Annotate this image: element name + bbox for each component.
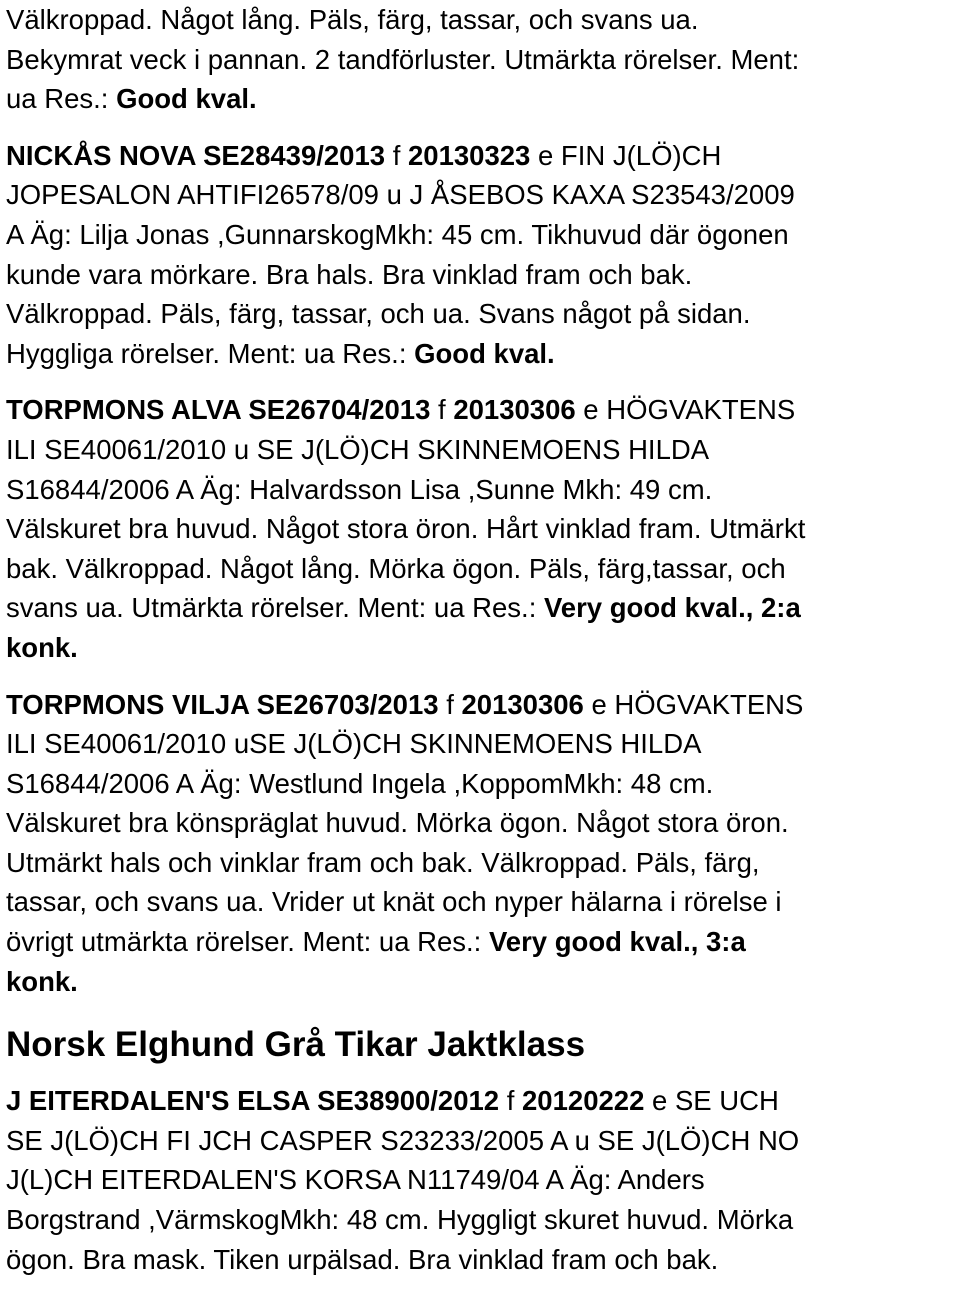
entry-line xyxy=(6,1081,956,1121)
entry-text-bold: 20130306 xyxy=(453,394,576,426)
dog-entry xyxy=(6,0,956,119)
entry-text-bold: Very good kval., 2:a xyxy=(543,592,801,624)
entry-line xyxy=(6,843,956,883)
entry-line xyxy=(6,215,956,255)
entry-text: svans ua. Utmärkta rörelser. Ment: ua Res.: xyxy=(6,592,544,624)
entry-line xyxy=(6,79,956,119)
entry-line xyxy=(6,962,956,1002)
entry-text: S16844/2006 A Äg: Halvardsson Lisa ,Sunne Mkh: 49 cm. xyxy=(6,473,713,505)
entry-text: Välskuret bra könspräglat huvud. Mörka ögon. Något stora öron. xyxy=(6,807,789,839)
entries-list xyxy=(6,0,956,1001)
entry-line xyxy=(6,588,956,628)
entry-text: S16844/2006 A Äg: Westlund Ingela ,KoppomMkh: 48 cm. xyxy=(6,767,714,799)
entry-text: f xyxy=(430,394,454,426)
section-entries-list xyxy=(6,1081,956,1279)
entry-text: Utmärkt hals och vinklar fram och bak. Välkroppad. Päls, färg, xyxy=(6,846,760,878)
entry-line xyxy=(6,922,956,962)
entry-text: A Äg: Lilja Jonas ,GunnarskogMkh: 45 cm. Tikhuvud där ögonen xyxy=(6,218,789,250)
entry-text: SE J(LÖ)CH FI JCH CASPER S23233/2005 A u SE J(LÖ)CH NO xyxy=(6,1124,800,1156)
dog-entry xyxy=(6,1081,956,1279)
dog-entry xyxy=(6,390,956,667)
entry-text-bold: Very good kval., 3:a xyxy=(488,926,746,958)
entry-line xyxy=(6,628,956,668)
entry-text: Välkroppad. Päls, färg, tassar, och ua. Svans något på sidan. xyxy=(6,298,751,330)
entry-text: e FIN J(LÖ)CH xyxy=(530,139,722,171)
entry-line xyxy=(6,1160,956,1200)
document-page xyxy=(6,0,956,1279)
entry-text: J(L)CH EITERDALEN'S KORSA N11749/04 A Äg: Anders xyxy=(6,1164,705,1196)
entry-line xyxy=(6,1121,956,1161)
entry-text: ILI SE40061/2010 u SE J(LÖ)CH SKINNEMOENS HILDA xyxy=(6,433,710,465)
entry-line xyxy=(6,1240,956,1280)
entry-line xyxy=(6,294,956,334)
entry-text-bold: 20130306 xyxy=(461,688,584,720)
entry-line xyxy=(6,549,956,589)
dog-entry xyxy=(6,685,956,1002)
entry-text: e HÖGVAKTENS xyxy=(575,394,796,426)
entry-line xyxy=(6,1200,956,1240)
entry-text: tassar, och svans ua. Vrider ut knät och nyper hälarna i rörelse i xyxy=(6,886,782,918)
entry-text-bold: TORPMONS ALVA SE26704/2013 xyxy=(6,394,431,426)
entry-line xyxy=(6,136,956,176)
entry-line xyxy=(6,882,956,922)
entry-text: Hyggliga rörelser. Ment: ua Res.: xyxy=(6,337,415,369)
entry-text-bold: konk. xyxy=(6,965,78,997)
entry-text: f xyxy=(385,139,408,171)
entry-line xyxy=(6,724,956,764)
entry-text: Välkroppad. Något lång. Päls, färg, tassar, och svans ua. xyxy=(6,4,699,35)
entry-text: ögon. Bra mask. Tiken urpälsad. Bra vinklad fram och bak. xyxy=(6,1243,719,1275)
dog-entry xyxy=(6,136,956,374)
entry-text: JOPESALON AHTIFI26578/09 u J ÅSEBOS KAXA S23543/2009 xyxy=(6,179,795,211)
entry-line xyxy=(6,685,956,725)
entry-text-bold: Good kval. xyxy=(116,83,257,115)
entry-line xyxy=(6,764,956,804)
entry-text-bold: konk. xyxy=(6,631,78,663)
entry-text-bold: NICKÅS NOVA SE28439/2013 xyxy=(6,139,386,171)
entry-line xyxy=(6,334,956,374)
entry-text: Borgstrand ,VärmskogMkh: 48 cm. Hyggligt skuret huvud. Mörka xyxy=(6,1204,794,1236)
entry-line xyxy=(6,40,956,80)
entry-text-bold: J EITERDALEN'S ELSA SE38900/2012 xyxy=(6,1085,500,1117)
entry-text: f xyxy=(438,688,462,720)
entry-text: bak. Välkroppad. Något lång. Mörka ögon. Päls, färg,tassar, och xyxy=(6,552,786,584)
entry-text-bold: TORPMONS VILJA SE26703/2013 xyxy=(6,688,439,720)
entry-line xyxy=(6,175,956,215)
entry-line xyxy=(6,470,956,510)
entry-text: ILI SE40061/2010 uSE J(LÖ)CH SKINNEMOENS HILDA xyxy=(6,728,702,760)
entry-text: kunde vara mörkare. Bra hals. Bra vinklad fram och bak. xyxy=(6,258,693,290)
entry-text: ua Res.: xyxy=(6,83,117,115)
entry-text: Bekymrat veck i pannan. 2 tandförluster. Utmärkta rörelser. Ment: xyxy=(6,43,800,75)
entry-line xyxy=(6,0,956,40)
entry-text-bold: Good kval. xyxy=(414,337,555,369)
entry-line xyxy=(6,255,956,295)
entry-text: övrigt utmärkta rörelser. Ment: ua Res.: xyxy=(6,926,489,958)
entry-line xyxy=(6,430,956,470)
entry-text: f xyxy=(499,1085,523,1117)
entry-text: e SE UCH xyxy=(644,1085,779,1117)
entry-line xyxy=(6,509,956,549)
entry-text-bold: 20130323 xyxy=(408,139,531,171)
entry-text: e HÖGVAKTENS xyxy=(583,688,804,720)
entry-line xyxy=(6,803,956,843)
entry-text-bold: 20120222 xyxy=(522,1085,645,1117)
entry-text: Välskuret bra huvud. Något stora öron. Hårt vinklad fram. Utmärkt xyxy=(6,513,806,545)
entry-line xyxy=(6,390,956,430)
section-heading: Norsk Elghund Grå Tikar Jaktklass xyxy=(6,1025,586,1065)
